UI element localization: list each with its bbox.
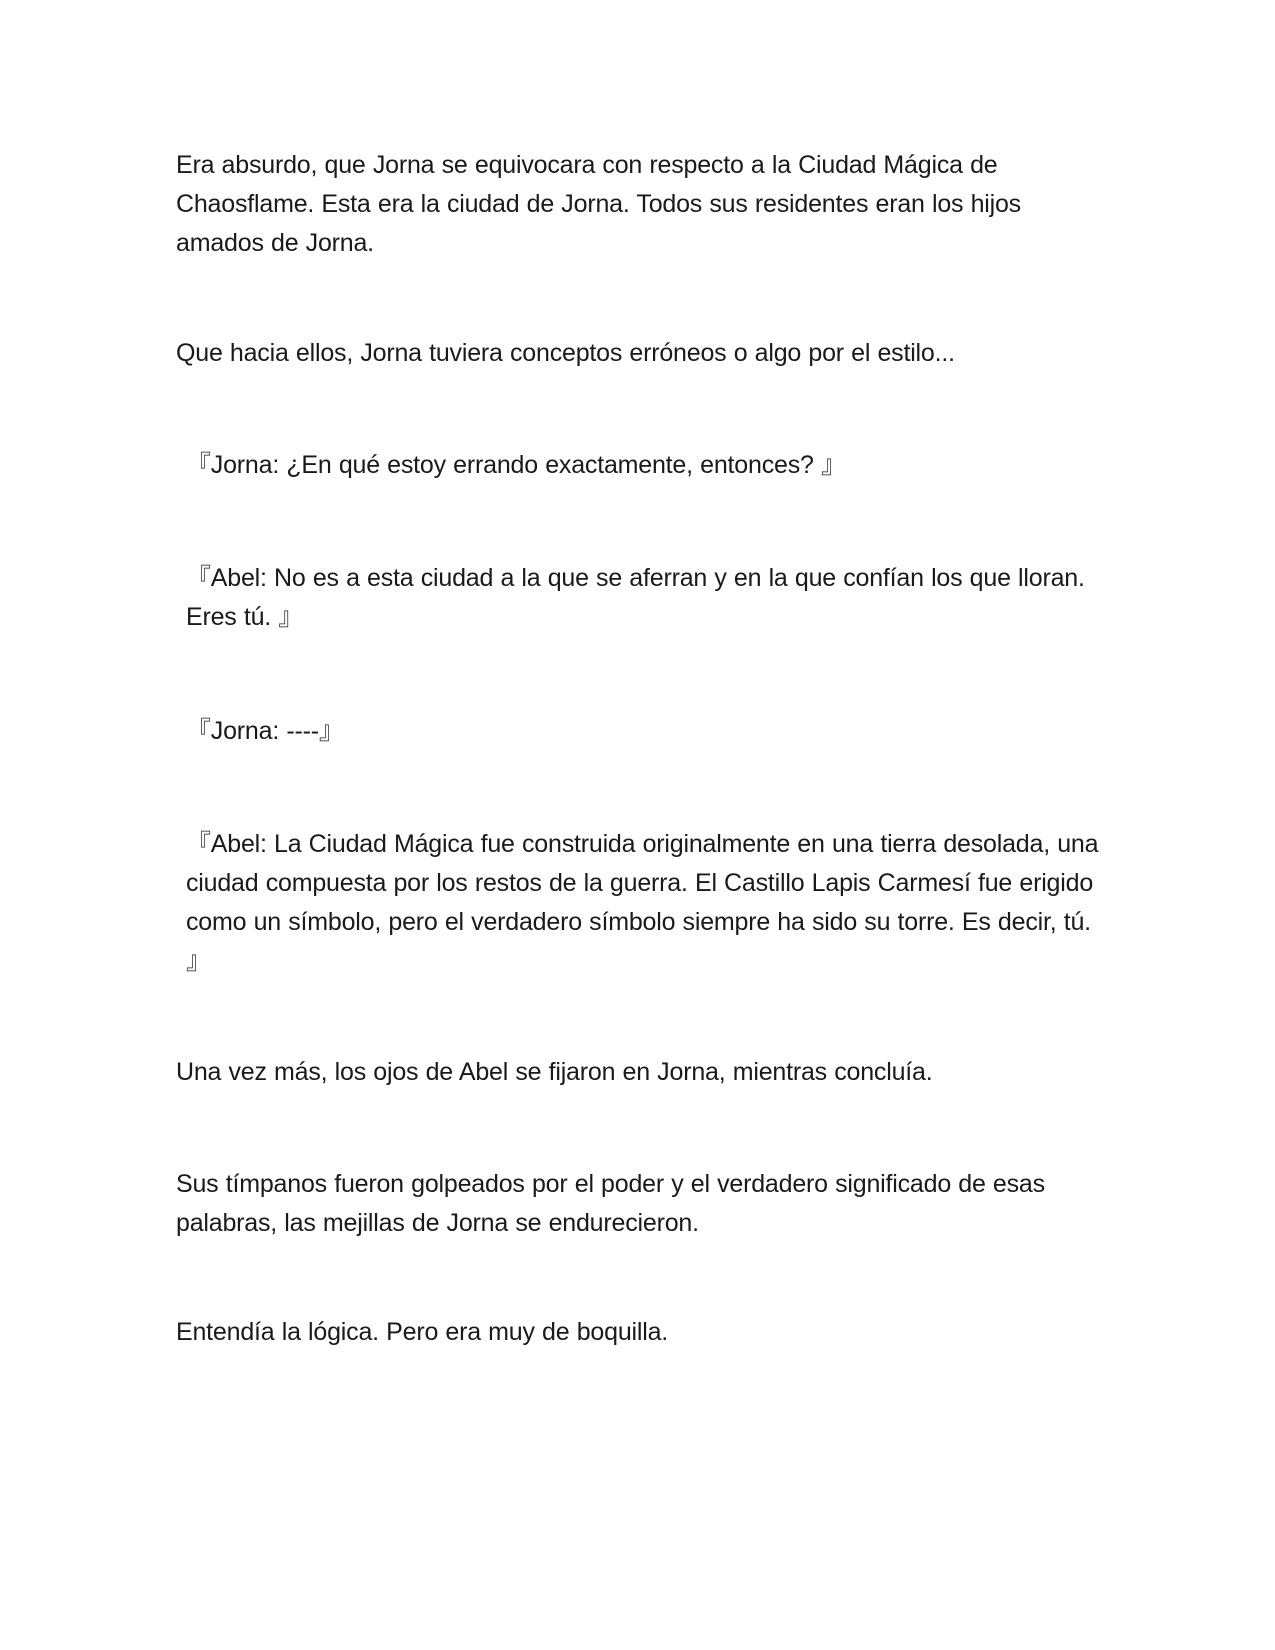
paragraph-narration-4: Sus tímpanos fueron golpeados por el poder y el verdadero significado de esas palabras, las mejillas de Jorna se endurecieron. bbox=[176, 1170, 1045, 1237]
paragraph-narration-5: Entendía la lógica. Pero era muy de boquilla. bbox=[176, 1318, 669, 1346]
paragraph-narration-1: Era absurdo, que Jorna se equivocara con respecto a la Ciudad Mágica de Chaosflame. Esta era la ciudad de Jorna. Todos sus residentes eran los hijos amados de Jorna. bbox=[176, 151, 1021, 257]
paragraph-dialog-jorna-1: 『Jorna: ¿En qué estoy errando exactamente, entonces? 』 bbox=[186, 451, 846, 479]
paragraph-narration-3: Una vez más, los ojos de Abel se fijaron en Jorna, mientras concluía. bbox=[176, 1058, 933, 1086]
paragraph-dialog-abel-2: 『Abel: La Ciudad Mágica fue construida originalmente en una tierra desolada, una ciudad compuesta por los restos de la guerra. El Castillo Lapis Carmesí fue erigido como un símbolo, pero el verdadero símbolo siempre ha sido su torre. Es decir, tú. 』 bbox=[186, 830, 1099, 975]
paragraph-narration-2: Que hacia ellos, Jorna tuviera conceptos erróneos o algo por el estilo... bbox=[176, 339, 955, 367]
paragraph-dialog-abel-1: 『Abel: No es a esta ciudad a la que se aferran y en la que confían los que lloran. Eres tú. 』 bbox=[186, 564, 1085, 631]
paragraph-dialog-jorna-2: 『Jorna: ----』 bbox=[186, 717, 344, 745]
